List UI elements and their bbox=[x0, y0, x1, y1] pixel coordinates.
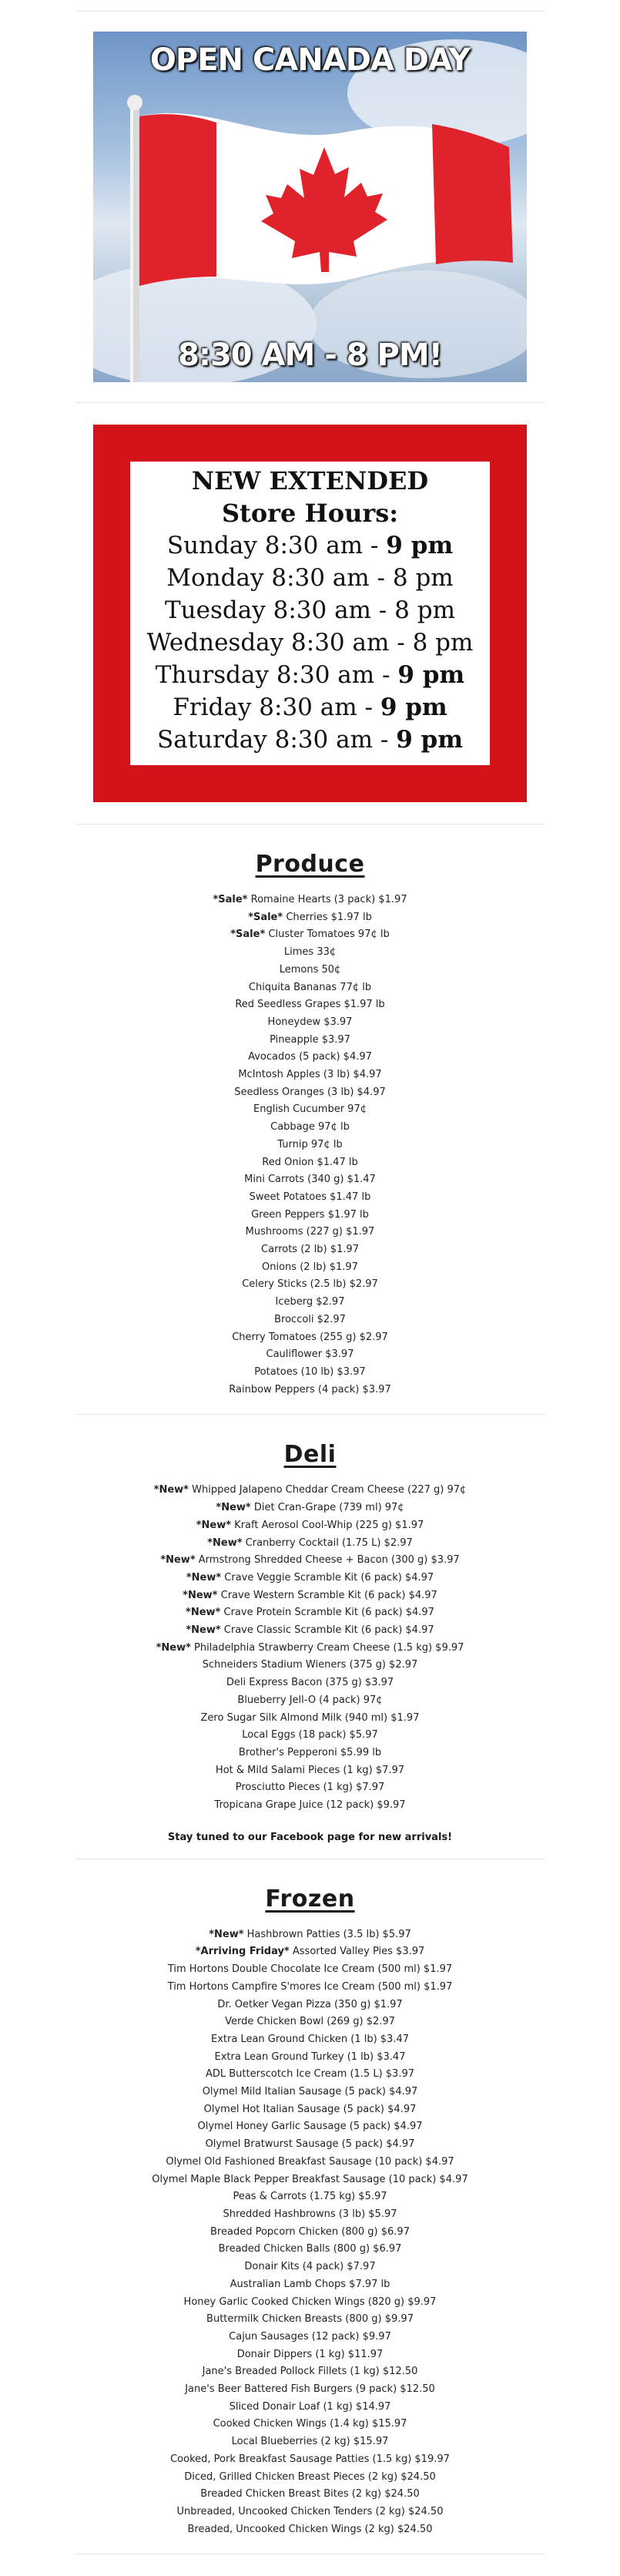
list-item bbox=[0, 2433, 620, 2451]
list-item bbox=[0, 2363, 620, 2381]
list-item bbox=[0, 2136, 620, 2154]
list-item bbox=[0, 2469, 620, 2487]
item-text: Cabbage 97¢ lb bbox=[270, 1121, 350, 1134]
list-item bbox=[0, 1382, 620, 1399]
item-tag: *Sale* bbox=[230, 929, 266, 941]
hours-open-time: 8:30 am - bbox=[259, 694, 373, 721]
item-text: Extra Lean Ground Turkey (1 lb) $3.47 bbox=[214, 2050, 406, 2063]
item-text: Olymel Bratwurst Sausage (5 pack) $4.97 bbox=[205, 2138, 415, 2151]
item-text: Olymel Old Fashioned Breakfast Sausage (10 pack) $4.97 bbox=[166, 2155, 454, 2168]
list-item bbox=[0, 1587, 620, 1605]
list-item bbox=[0, 1482, 620, 1500]
item-text: Diet Cran-Grape (739 ml) 97¢ bbox=[253, 1502, 404, 1514]
item-text: Philadelphia Strawberry Cream Cheese (1.5 kg) $9.97 bbox=[194, 1641, 464, 1654]
section-produce bbox=[0, 825, 620, 1414]
list-item bbox=[0, 1710, 620, 1728]
list-item bbox=[0, 2171, 620, 2189]
hours-open-time: 8:30 am - bbox=[274, 726, 389, 754]
item-text: Mini Carrots (340 g) $1.47 bbox=[244, 1174, 376, 1186]
list-item bbox=[0, 1943, 620, 1961]
item-text: Limes 33¢ bbox=[283, 946, 337, 959]
list-item bbox=[0, 1276, 620, 1294]
canada-flag-image bbox=[93, 32, 527, 382]
item-text: Celery Sticks (2.5 lb) $2.97 bbox=[242, 1278, 378, 1291]
list-item bbox=[0, 2206, 620, 2224]
item-text: Cluster Tomatoes 97¢ lb bbox=[268, 929, 390, 941]
banner-time: 8:30 AM - 8 PM! bbox=[178, 338, 442, 373]
item-text: Verde Chicken Bowl (269 g) $2.97 bbox=[225, 2016, 395, 2028]
list-item bbox=[0, 1622, 620, 1640]
item-text: Sweet Potatoes $1.47 lb bbox=[249, 1191, 371, 1203]
hours-close-time: 8 pm bbox=[392, 564, 454, 592]
list-item bbox=[0, 2188, 620, 2206]
item-tag: *New* bbox=[186, 1571, 222, 1584]
item-text: ADL Butterscotch Ice Cream (1.5 L) $3.97 bbox=[205, 2068, 414, 2081]
item-text: Cajun Sausages (12 pack) $9.97 bbox=[229, 2330, 391, 2343]
item-text: Olymel Honey Garlic Sausage (5 pack) $4.97 bbox=[197, 2121, 423, 2133]
list-item bbox=[0, 1727, 620, 1745]
item-text: Iceberg $2.97 bbox=[275, 1296, 345, 1308]
item-text: Cooked, Pork Breakfast Sausage Patties (1.5 kg) $19.97 bbox=[170, 2453, 450, 2465]
hours-day-open: Thursday bbox=[155, 661, 269, 689]
list-item bbox=[0, 2276, 620, 2294]
item-text: Cooked Chicken Wings (1.4 kg) $15.97 bbox=[213, 2418, 407, 2430]
item-tag: *Sale* bbox=[248, 911, 283, 923]
list-item bbox=[0, 2451, 620, 2469]
item-text: Sliced Donair Loaf (1 kg) $14.97 bbox=[229, 2400, 391, 2413]
list-item bbox=[0, 2066, 620, 2084]
list-item bbox=[0, 962, 620, 979]
item-text: Lemons 50¢ bbox=[279, 963, 341, 976]
list-item bbox=[0, 2031, 620, 2049]
list-item bbox=[0, 2241, 620, 2259]
list-item bbox=[0, 909, 620, 927]
list-item bbox=[0, 1189, 620, 1207]
item-text: Blueberry Jell-O (4 pack) 97¢ bbox=[237, 1694, 383, 1706]
list-item bbox=[0, 1224, 620, 1241]
list-item bbox=[0, 1049, 620, 1066]
item-text: Crave Veggie Scramble Kit (6 pack) $4.97 bbox=[224, 1571, 434, 1584]
item-text: Crave Protein Scramble Kit (6 pack) $4.97 bbox=[223, 1607, 434, 1619]
list-item bbox=[0, 1535, 620, 1553]
hours-close-time: 9 pm bbox=[397, 661, 465, 689]
item-text: Avocados (5 pack) $4.97 bbox=[248, 1051, 372, 1063]
list-item bbox=[0, 2311, 620, 2329]
list-item bbox=[0, 1692, 620, 1710]
item-tag: *New* bbox=[207, 1537, 243, 1549]
item-text: McIntosh Apples (3 lb) $4.97 bbox=[238, 1069, 382, 1081]
list-item bbox=[0, 1517, 620, 1535]
item-text: Assorted Valley Pies $3.97 bbox=[292, 1946, 425, 1958]
item-text: Onions (2 lb) $1.97 bbox=[262, 1261, 358, 1273]
item-text: English Cucumber 97¢ bbox=[253, 1103, 367, 1116]
list-item bbox=[0, 2224, 620, 2242]
item-tag: *New* bbox=[156, 1641, 191, 1654]
list-item bbox=[0, 926, 620, 944]
section-title: Produce bbox=[255, 851, 365, 878]
item-text: Red Seedless Grapes $1.97 lb bbox=[235, 999, 385, 1011]
list-item bbox=[0, 2504, 620, 2521]
list-item bbox=[0, 2346, 620, 2364]
item-text: Chiquita Bananas 77¢ lb bbox=[248, 981, 372, 993]
item-text: Australian Lamb Chops $7.97 lb bbox=[230, 2278, 390, 2290]
canada-day-banner bbox=[93, 32, 527, 382]
item-text: Tropicana Grape Juice (12 pack) $9.97 bbox=[214, 1799, 406, 1812]
list-item bbox=[0, 1154, 620, 1172]
hours-title-line1: NEW EXTENDED bbox=[191, 466, 429, 495]
item-text: Diced, Grilled Chicken Breast Pieces (2 kg) $24.50 bbox=[184, 2470, 436, 2483]
list-item bbox=[0, 1604, 620, 1622]
product-sections bbox=[0, 825, 620, 2554]
list-item bbox=[0, 1312, 620, 1329]
item-tag: *New* bbox=[209, 1928, 244, 1940]
banner-headline: OPEN CANADA DAY bbox=[149, 42, 471, 78]
item-text: Kraft Aerosol Cool-Whip (225 g) $1.97 bbox=[234, 1519, 424, 1531]
section-title: Frozen bbox=[265, 1885, 355, 1913]
hours-close-time: 8 pm bbox=[412, 629, 474, 657]
hours-open-time: 8:30 am - bbox=[271, 564, 386, 592]
item-text: Tim Hortons Double Chocolate Ice Cream (500 ml) $1.97 bbox=[167, 1963, 453, 1976]
list-item bbox=[0, 1241, 620, 1259]
list-item bbox=[0, 1552, 620, 1570]
list-item bbox=[0, 2013, 620, 2031]
list-item bbox=[0, 1259, 620, 1277]
item-text: Local Eggs (18 pack) $5.97 bbox=[242, 1729, 378, 1741]
section-title: Deli bbox=[283, 1441, 337, 1469]
hours-row-saturday bbox=[130, 724, 490, 756]
list-item bbox=[0, 1657, 620, 1674]
item-text: Broccoli $2.97 bbox=[274, 1313, 346, 1325]
list-item bbox=[0, 1032, 620, 1050]
list-item bbox=[0, 1779, 620, 1797]
item-text: Honeydew $3.97 bbox=[267, 1016, 353, 1028]
list-item bbox=[0, 2101, 620, 2119]
hours-close-time: 9 pm bbox=[380, 694, 447, 721]
list-item bbox=[0, 1329, 620, 1347]
list-item bbox=[0, 1926, 620, 1944]
item-text: Honey Garlic Cooked Chicken Wings (820 g) $9.97 bbox=[183, 2296, 437, 2308]
item-text: Olymel Hot Italian Sausage (5 pack) $4.97 bbox=[203, 2103, 417, 2115]
item-text: Deli Express Bacon (375 g) $3.97 bbox=[226, 1677, 394, 1689]
list-item bbox=[0, 2084, 620, 2101]
item-tag: *Sale* bbox=[213, 894, 248, 905]
hours-day-open: Tuesday bbox=[165, 596, 266, 624]
item-text: Romaine Hearts (3 pack) $1.97 bbox=[250, 894, 407, 905]
hours-close-time: 9 pm bbox=[396, 726, 464, 754]
item-text: Seedless Oranges (3 lb) $4.97 bbox=[234, 1086, 386, 1098]
item-text: Tim Hortons Campfire S'mores Ice Cream (500 ml) $1.97 bbox=[167, 1980, 453, 1993]
item-tag: *New* bbox=[186, 1607, 221, 1619]
list-item bbox=[0, 2154, 620, 2171]
item-text: Dr. Oetker Vegan Pizza (350 g) $1.97 bbox=[217, 1998, 403, 2010]
list-item bbox=[0, 1014, 620, 1032]
section-note: Stay tuned to our Facebook page for new arrivals! bbox=[167, 1831, 453, 1843]
item-text: Carrots (2 lb) $1.97 bbox=[261, 1244, 359, 1256]
list-item bbox=[0, 1570, 620, 1587]
item-tag: *New* bbox=[183, 1589, 218, 1601]
item-text: Olymel Maple Black Pepper Breakfast Sausage (10 pack) $4.97 bbox=[152, 2173, 468, 2185]
list-item bbox=[0, 1346, 620, 1364]
item-text: Unbreaded, Uncooked Chicken Tenders (2 kg) $24.50 bbox=[176, 2505, 444, 2517]
item-text: Red Onion $1.47 lb bbox=[262, 1156, 358, 1168]
item-text: Jane's Beer Battered Fish Burgers (9 pack) $12.50 bbox=[185, 2383, 435, 2396]
list-item bbox=[0, 2416, 620, 2433]
hours-open-time: 8:30 am - bbox=[264, 532, 379, 559]
item-text: Hot & Mild Salami Pieces (1 kg) $7.97 bbox=[215, 1764, 405, 1776]
hours-day-open: Saturday bbox=[156, 726, 267, 754]
list-item bbox=[0, 1979, 620, 1997]
hours-open-time: 8:30 am - bbox=[291, 629, 405, 657]
item-text: Prosciutto Pieces (1 kg) $7.97 bbox=[235, 1782, 385, 1794]
item-text: Shredded Hashbrowns (3 lb) $5.97 bbox=[223, 2208, 397, 2220]
item-text: Jane's Breaded Pollock Fillets (1 kg) $12.50 bbox=[202, 2366, 418, 2378]
list-item bbox=[0, 1207, 620, 1224]
list-item bbox=[0, 979, 620, 997]
item-text: Breaded Chicken Balls (800 g) $6.97 bbox=[218, 2243, 402, 2255]
item-tag: *New* bbox=[186, 1624, 221, 1637]
list-item bbox=[0, 1137, 620, 1154]
item-text: Cauliflower $3.97 bbox=[266, 1348, 354, 1361]
item-text: Zero Sugar Silk Almond Milk (940 ml) $1.97 bbox=[200, 1711, 420, 1724]
hours-day-open: Wednesday bbox=[146, 629, 284, 657]
page bbox=[0, 11, 620, 2554]
hours-row-wednesday bbox=[130, 626, 490, 659]
list-item bbox=[0, 2399, 620, 2416]
section-deli bbox=[0, 1415, 620, 1858]
item-text: Crave Western Scramble Kit (6 pack) $4.97 bbox=[220, 1589, 437, 1601]
list-item bbox=[0, 2521, 620, 2539]
divider bbox=[75, 402, 545, 403]
list-item bbox=[0, 1364, 620, 1382]
list-item bbox=[0, 2381, 620, 2399]
list-item bbox=[0, 1961, 620, 1979]
item-text: Extra Lean Ground Chicken (1 lb) $3.47 bbox=[210, 2033, 410, 2045]
item-text: Potatoes (10 lb) $3.97 bbox=[254, 1365, 366, 1378]
list-item bbox=[0, 2294, 620, 2312]
hours-title-line2: Store Hours: bbox=[221, 499, 399, 528]
list-item bbox=[0, 1171, 620, 1189]
list-item bbox=[0, 1997, 620, 2014]
item-text: Mushrooms (227 g) $1.97 bbox=[245, 1226, 375, 1238]
list-item bbox=[0, 2049, 620, 2067]
item-list bbox=[0, 1482, 620, 1814]
item-text: Turnip 97¢ lb bbox=[277, 1138, 343, 1150]
store-hours-panel bbox=[130, 462, 490, 765]
item-text: Schneiders Stadium Wieners (375 g) $2.97 bbox=[202, 1659, 418, 1671]
item-text: Cherries $1.97 lb bbox=[286, 911, 372, 923]
list-item bbox=[0, 1066, 620, 1084]
hours-day-open: Friday bbox=[173, 694, 252, 721]
hours-open-time: 8:30 am - bbox=[276, 661, 390, 689]
item-text: Armstrong Shredded Cheese + Bacon (300 g) $3.97 bbox=[198, 1554, 460, 1567]
list-item bbox=[0, 1500, 620, 1517]
list-item bbox=[0, 1797, 620, 1815]
list-item bbox=[0, 944, 620, 962]
item-tag: *New* bbox=[216, 1502, 251, 1514]
hours-row-monday bbox=[130, 562, 490, 594]
list-item bbox=[0, 2329, 620, 2346]
item-list bbox=[0, 1926, 620, 2539]
hours-row-friday bbox=[130, 691, 490, 724]
item-text: Buttermilk Chicken Breasts (800 g) $9.97 bbox=[206, 2313, 414, 2326]
list-item bbox=[0, 2259, 620, 2276]
hours-open-time: 8:30 am - bbox=[273, 596, 387, 624]
hours-day-open: Monday bbox=[166, 564, 264, 592]
item-text: Breaded Popcorn Chicken (800 g) $6.97 bbox=[210, 2225, 410, 2238]
list-item bbox=[0, 1640, 620, 1657]
hours-day-open: Sunday bbox=[166, 532, 257, 559]
list-item bbox=[0, 2486, 620, 2504]
hours-row-tuesday bbox=[130, 594, 490, 626]
hours-list bbox=[130, 529, 490, 756]
hours-row-thursday bbox=[130, 659, 490, 691]
item-tag: *Arriving Friday* bbox=[195, 1946, 290, 1958]
list-item bbox=[0, 1119, 620, 1137]
item-tag: *New* bbox=[153, 1484, 189, 1496]
list-item bbox=[0, 1101, 620, 1119]
store-hours-box bbox=[93, 425, 527, 802]
list-item bbox=[0, 996, 620, 1014]
list-item bbox=[0, 2118, 620, 2136]
item-text: Brother's Pepperoni $5.99 lb bbox=[238, 1746, 382, 1758]
hours-close-time: 9 pm bbox=[386, 532, 454, 559]
list-item bbox=[0, 1084, 620, 1102]
item-text: Cherry Tomatoes (255 g) $2.97 bbox=[232, 1331, 388, 1343]
item-text: Donair Dippers (1 kg) $11.97 bbox=[236, 2348, 384, 2360]
item-text: Crave Classic Scramble Kit (6 pack) $4.97 bbox=[223, 1624, 434, 1637]
item-list bbox=[0, 892, 620, 1399]
item-text: Whipped Jalapeno Cheddar Cream Cheese (227 g) 97¢ bbox=[192, 1484, 467, 1496]
item-text: Cranberry Cocktail (1.75 L) $2.97 bbox=[245, 1537, 413, 1549]
item-text: Breaded Chicken Breast Bites (2 kg) $24.50 bbox=[200, 2488, 420, 2500]
list-item bbox=[0, 1674, 620, 1692]
list-item bbox=[0, 1745, 620, 1762]
item-text: Peas & Carrots (1.75 kg) $5.97 bbox=[233, 2191, 387, 2203]
item-text: Local Blueberries (2 kg) $15.97 bbox=[231, 2436, 389, 2448]
list-item bbox=[0, 1294, 620, 1312]
list-item bbox=[0, 1762, 620, 1780]
item-text: Green Peppers $1.97 lb bbox=[251, 1208, 369, 1221]
list-item bbox=[0, 892, 620, 909]
hours-close-time: 8 pm bbox=[394, 596, 455, 624]
section-frozen bbox=[0, 1859, 620, 2554]
item-text: Olymel Mild Italian Sausage (5 pack) $4.97 bbox=[202, 2086, 418, 2098]
item-tag: *New* bbox=[160, 1554, 196, 1567]
item-text: Rainbow Peppers (4 pack) $3.97 bbox=[229, 1383, 391, 1395]
divider bbox=[75, 11, 545, 12]
item-text: Donair Kits (4 pack) $7.97 bbox=[244, 2261, 376, 2273]
item-text: Pineapple $3.97 bbox=[270, 1033, 350, 1046]
item-text: Hashbrown Patties (3.5 lb) $5.97 bbox=[246, 1928, 411, 1940]
hours-row-sunday bbox=[130, 529, 490, 562]
item-tag: *New* bbox=[196, 1519, 232, 1531]
item-text: Breaded, Uncooked Chicken Wings (2 kg) $24.50 bbox=[187, 2523, 433, 2535]
